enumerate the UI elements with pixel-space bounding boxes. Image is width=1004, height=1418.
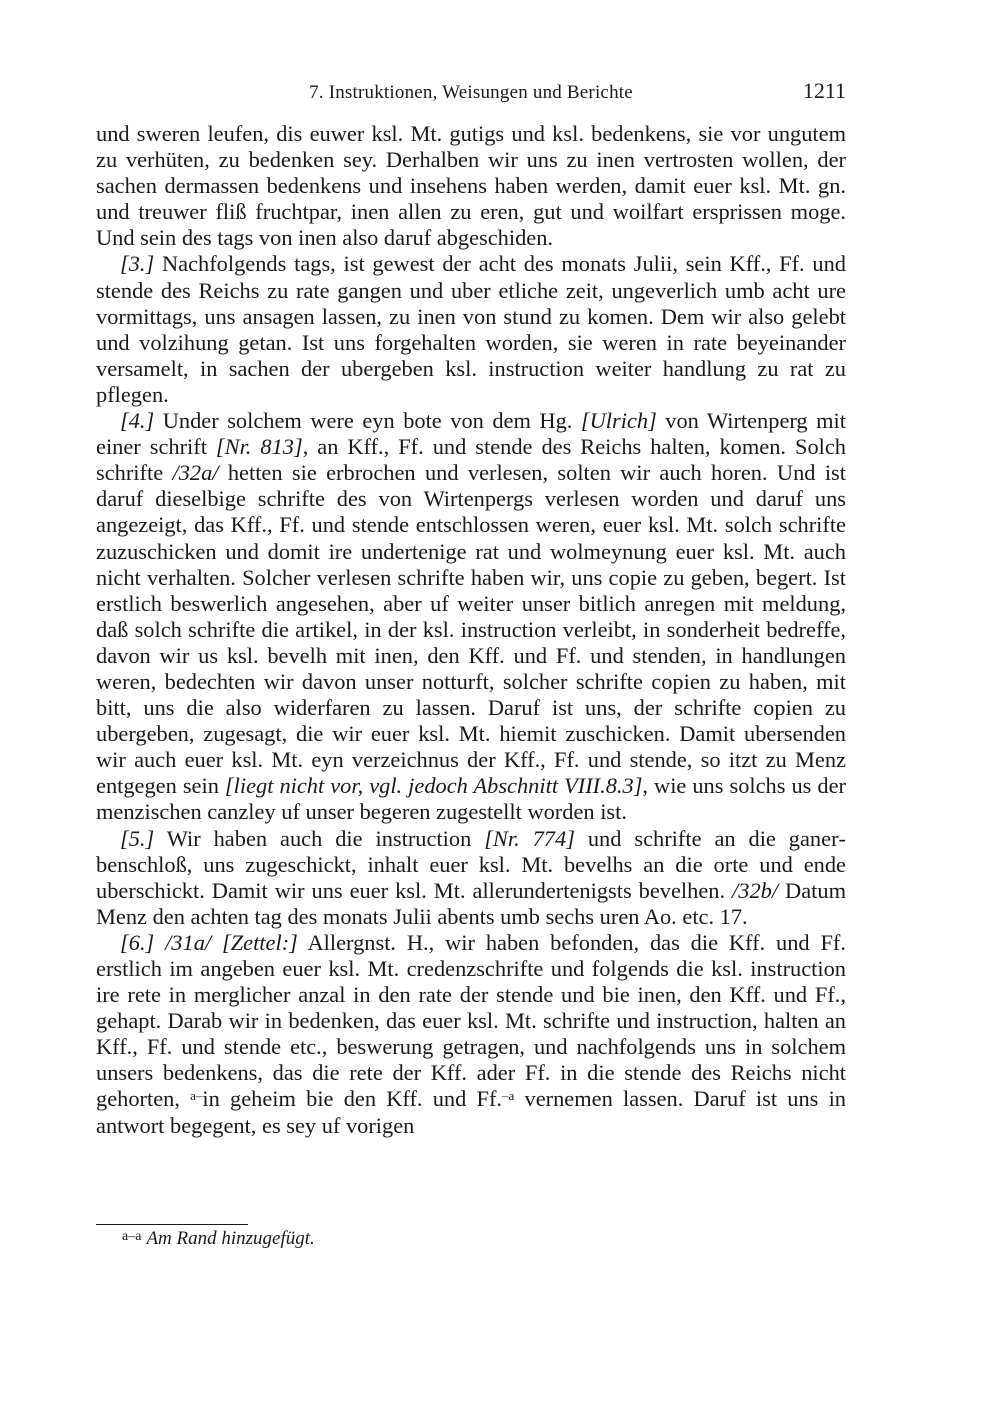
text-run: Wir haben auch die instruction <box>154 825 485 851</box>
text-run: , wie uns solchs us der menzischen canzley uf unser begeren zugestellt worden ist. <box>96 773 846 825</box>
body-paragraph <box>96 251 846 408</box>
footnote-reference: –a <box>502 1088 515 1104</box>
page-number: 1211 <box>802 78 846 103</box>
text-run: Datum Menz den achten tag des monats Julii abents umb sechs uren Ao. etc. 17. <box>96 877 846 929</box>
footnote-reference: a– <box>190 1088 203 1104</box>
editorial-reference: /32b/ <box>732 877 779 903</box>
editorial-reference: [liegt nicht vor, vgl. jedoch Abschnitt VIII.8.3] <box>224 773 643 799</box>
text-run: vernemen lassen. Daruf ist uns in antwort begegent, es sey uf vorigen <box>96 1086 846 1138</box>
editorial-reference: [4.] <box>120 408 155 434</box>
text-run: hetten sie erbrochen und verlesen, solten wir auch horen. Und ist daruf dieselbige schrifte des von Wirtenpergs verlesen worden und daruf uns angezeigt, das Kff., Ff. und stende entschlossen weren, euer ksl. Mt. solch schrifte zuzuschicken und domit ire undertenige rat und wolmeynung euer ksl. Mt. auch nicht verhalten. Solcher verlesen schrifte haben wir, uns copie zu geben, begert. Ist erstlich beswerlich angesehen, aber uf weiter unser bitlich anregen mit meldung, daß solch schrifte die artikel, in der ksl. instruction verleibt, in sonderheit bedreffe, davon wir us ksl. bevelh mit inen, den Kff. und Ff. und stenden, in handlungen weren, bedechten wir davon unser notturft, solcher schrifte copien zu haben, mit bitt, uns die also widerfaren zu lassen. Daruf ist uns, der schrifte copien zu ubergeben, zugesagt, die wir euer ksl. Mt. hiemit zuschicken. Damit ubersenden wir auch euer ksl. Mt. eyn verzeichnus der Kff., Ff. und stende, so itzt zu Menz entgegen sein <box>96 460 846 799</box>
editorial-reference: /32a/ <box>172 460 219 486</box>
body-paragraph <box>96 408 846 826</box>
editorial-reference: [Nr. 813] <box>215 434 303 460</box>
footnote-separator <box>96 1224 248 1225</box>
body-paragraph <box>96 826 846 930</box>
text-run: von Wirtenperg mit einer schrift <box>96 408 846 460</box>
footnote-mark: a–a <box>122 1229 142 1244</box>
page-header <box>96 80 846 108</box>
editorial-reference: [3.] <box>120 251 155 277</box>
text-run: , an Kff., Ff. und stende des Reichs halten, komen. Solch schrifte <box>96 434 847 486</box>
footnote-text: Am Rand hinzugefügt. <box>146 1228 315 1249</box>
text-run: Allergnst. H., wir haben befonden, das die Kff. und Ff. erstlich im angeben euer ksl. Mt. credenzschrifte und folgends die ksl. instruction ire rete in merglicher anzal in den rate der stende und bie inen, den Kff. und Ff., gehapt. Darab wir in bedenken, das euer ksl. Mt. schrifte und instruction, halten an Kff., Ff. und stende etc., beswerung getragen, und nachfolgends uns in solchem unsers bedenkens, das die rete der Kff. ader Ff. in die stende des Reichs nicht gehorten, <box>96 929 846 1112</box>
body-text <box>96 121 846 1139</box>
running-head: 7. Instruktionen, Weisungen und Berichte <box>309 82 633 103</box>
text-run: und schrifte an die ganerbenschloß, uns zugeschickt, inhalt euer ksl. Mt. bevelhs an die orte und ende uberschickt. Damit wir uns euer ksl. Mt. allerundertenigsts bevelhen. <box>96 825 846 903</box>
editorial-reference: [6.] /31a/ [Zettel:] <box>120 929 298 955</box>
editorial-reference: [Nr. 774] <box>484 825 575 851</box>
editorial-reference: [5.] <box>120 825 155 851</box>
text-run: in geheim bie den Kff. und Ff. <box>202 1086 503 1112</box>
body-paragraph <box>96 121 846 251</box>
text-run: Under solchem were eyn bote von dem Hg. <box>154 408 581 434</box>
text-run: und sweren leufen, dis euwer ksl. Mt. gutigs und ksl. bedenkens, sie vor ungutem zu verhüten, zu bedenken sey. Derhalben wir uns zu inen vertrosten wollen, der sachen dermassen bedenkens und insehens haben werden, damit euer ksl. Mt. gn. und treuwer fliß fruchtpar, inen allen zu eren, gut und woilfart ersprissen moge. Und sein des tags von inen also daruf abgeschiden. <box>96 121 846 251</box>
text-run: Nachfolgends tags, ist gewest der acht des monats Julii, sein Kff., Ff. und stende des Reichs zu rate gangen und uber etliche zeit, ungeverlich umb acht ure vormittags, uns ansagen lassen, zu inen von stund zu komen. Dem wir also gelebt und volzihung getan. Ist uns forgehalten worden, sie weren in rate beyeinander versamelt, in sachen der ubergeben ksl. instruction weiter handlung zu rat zu pflegen. <box>96 251 846 407</box>
body-paragraph <box>96 930 846 1139</box>
editorial-reference: [Ulrich] <box>580 408 657 434</box>
footnote <box>122 1228 315 1250</box>
